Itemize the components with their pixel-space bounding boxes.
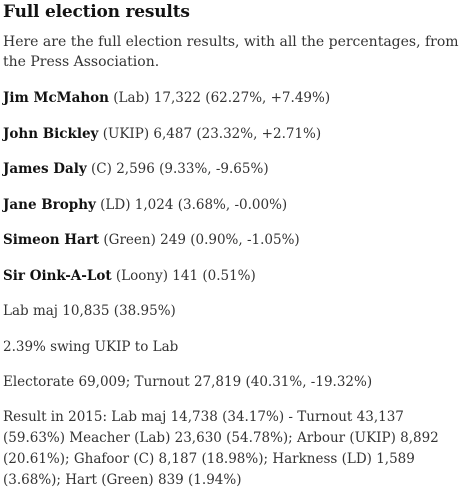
- swing-line: 2.39% swing UKIP to Lab: [3, 338, 179, 355]
- candidate-detail: (Loony) 141 (0.51%): [111, 267, 256, 284]
- entry-title: Full election results: [3, 2, 190, 22]
- candidate-result: [3, 195, 465, 215]
- candidate-detail: (LD) 1,024 (3.68%, -0.00%): [95, 196, 288, 213]
- candidate-name: James Daly: [3, 161, 87, 177]
- candidate-result: [3, 124, 465, 144]
- candidate-name: John Bickley: [3, 125, 99, 142]
- candidate-detail: (Lab) 17,322 (62.27%, +7.49%): [109, 90, 331, 106]
- electorate-line: Electorate 69,009; Turnout 27,819 (40.31%, -19.32%): [3, 374, 373, 390]
- majority-line: Lab maj 10,835 (38.95%): [3, 303, 176, 319]
- candidate-detail: (UKIP) 6,487 (23.32%, +2.71%): [98, 125, 322, 142]
- previous-result-paragraph: Result in 2015: Lab maj 14,738 (34.17%) - Turnout 43,137 (59.63%) Meacher (Lab) 23,630 (54.78%); Arbour (UKIP) 8,892 (20.61%); Ghafoor (C) 8,187 (18.98%); Harkness (LD) 1,589 (3.68%); Hart (Green) 839 (1.94%): [3, 409, 439, 488]
- entry-intro: Here are the full election results, with all the percentages, from the Press Association.: [3, 34, 459, 70]
- candidate-name: Sir Oink-A-Lot: [3, 267, 112, 284]
- candidate-result: [3, 88, 465, 108]
- candidate-result: [3, 266, 465, 286]
- candidate-result: [3, 230, 465, 250]
- candidate-result: [3, 159, 465, 179]
- candidate-name: Simeon Hart: [3, 232, 100, 248]
- candidate-name: Jane Brophy: [3, 196, 96, 213]
- candidate-name: Jim McMahon: [3, 90, 109, 106]
- candidate-detail: (Green) 249 (0.90%, -1.05%): [99, 232, 300, 248]
- candidate-detail: (C) 2,596 (9.33%, -9.65%): [86, 161, 269, 177]
